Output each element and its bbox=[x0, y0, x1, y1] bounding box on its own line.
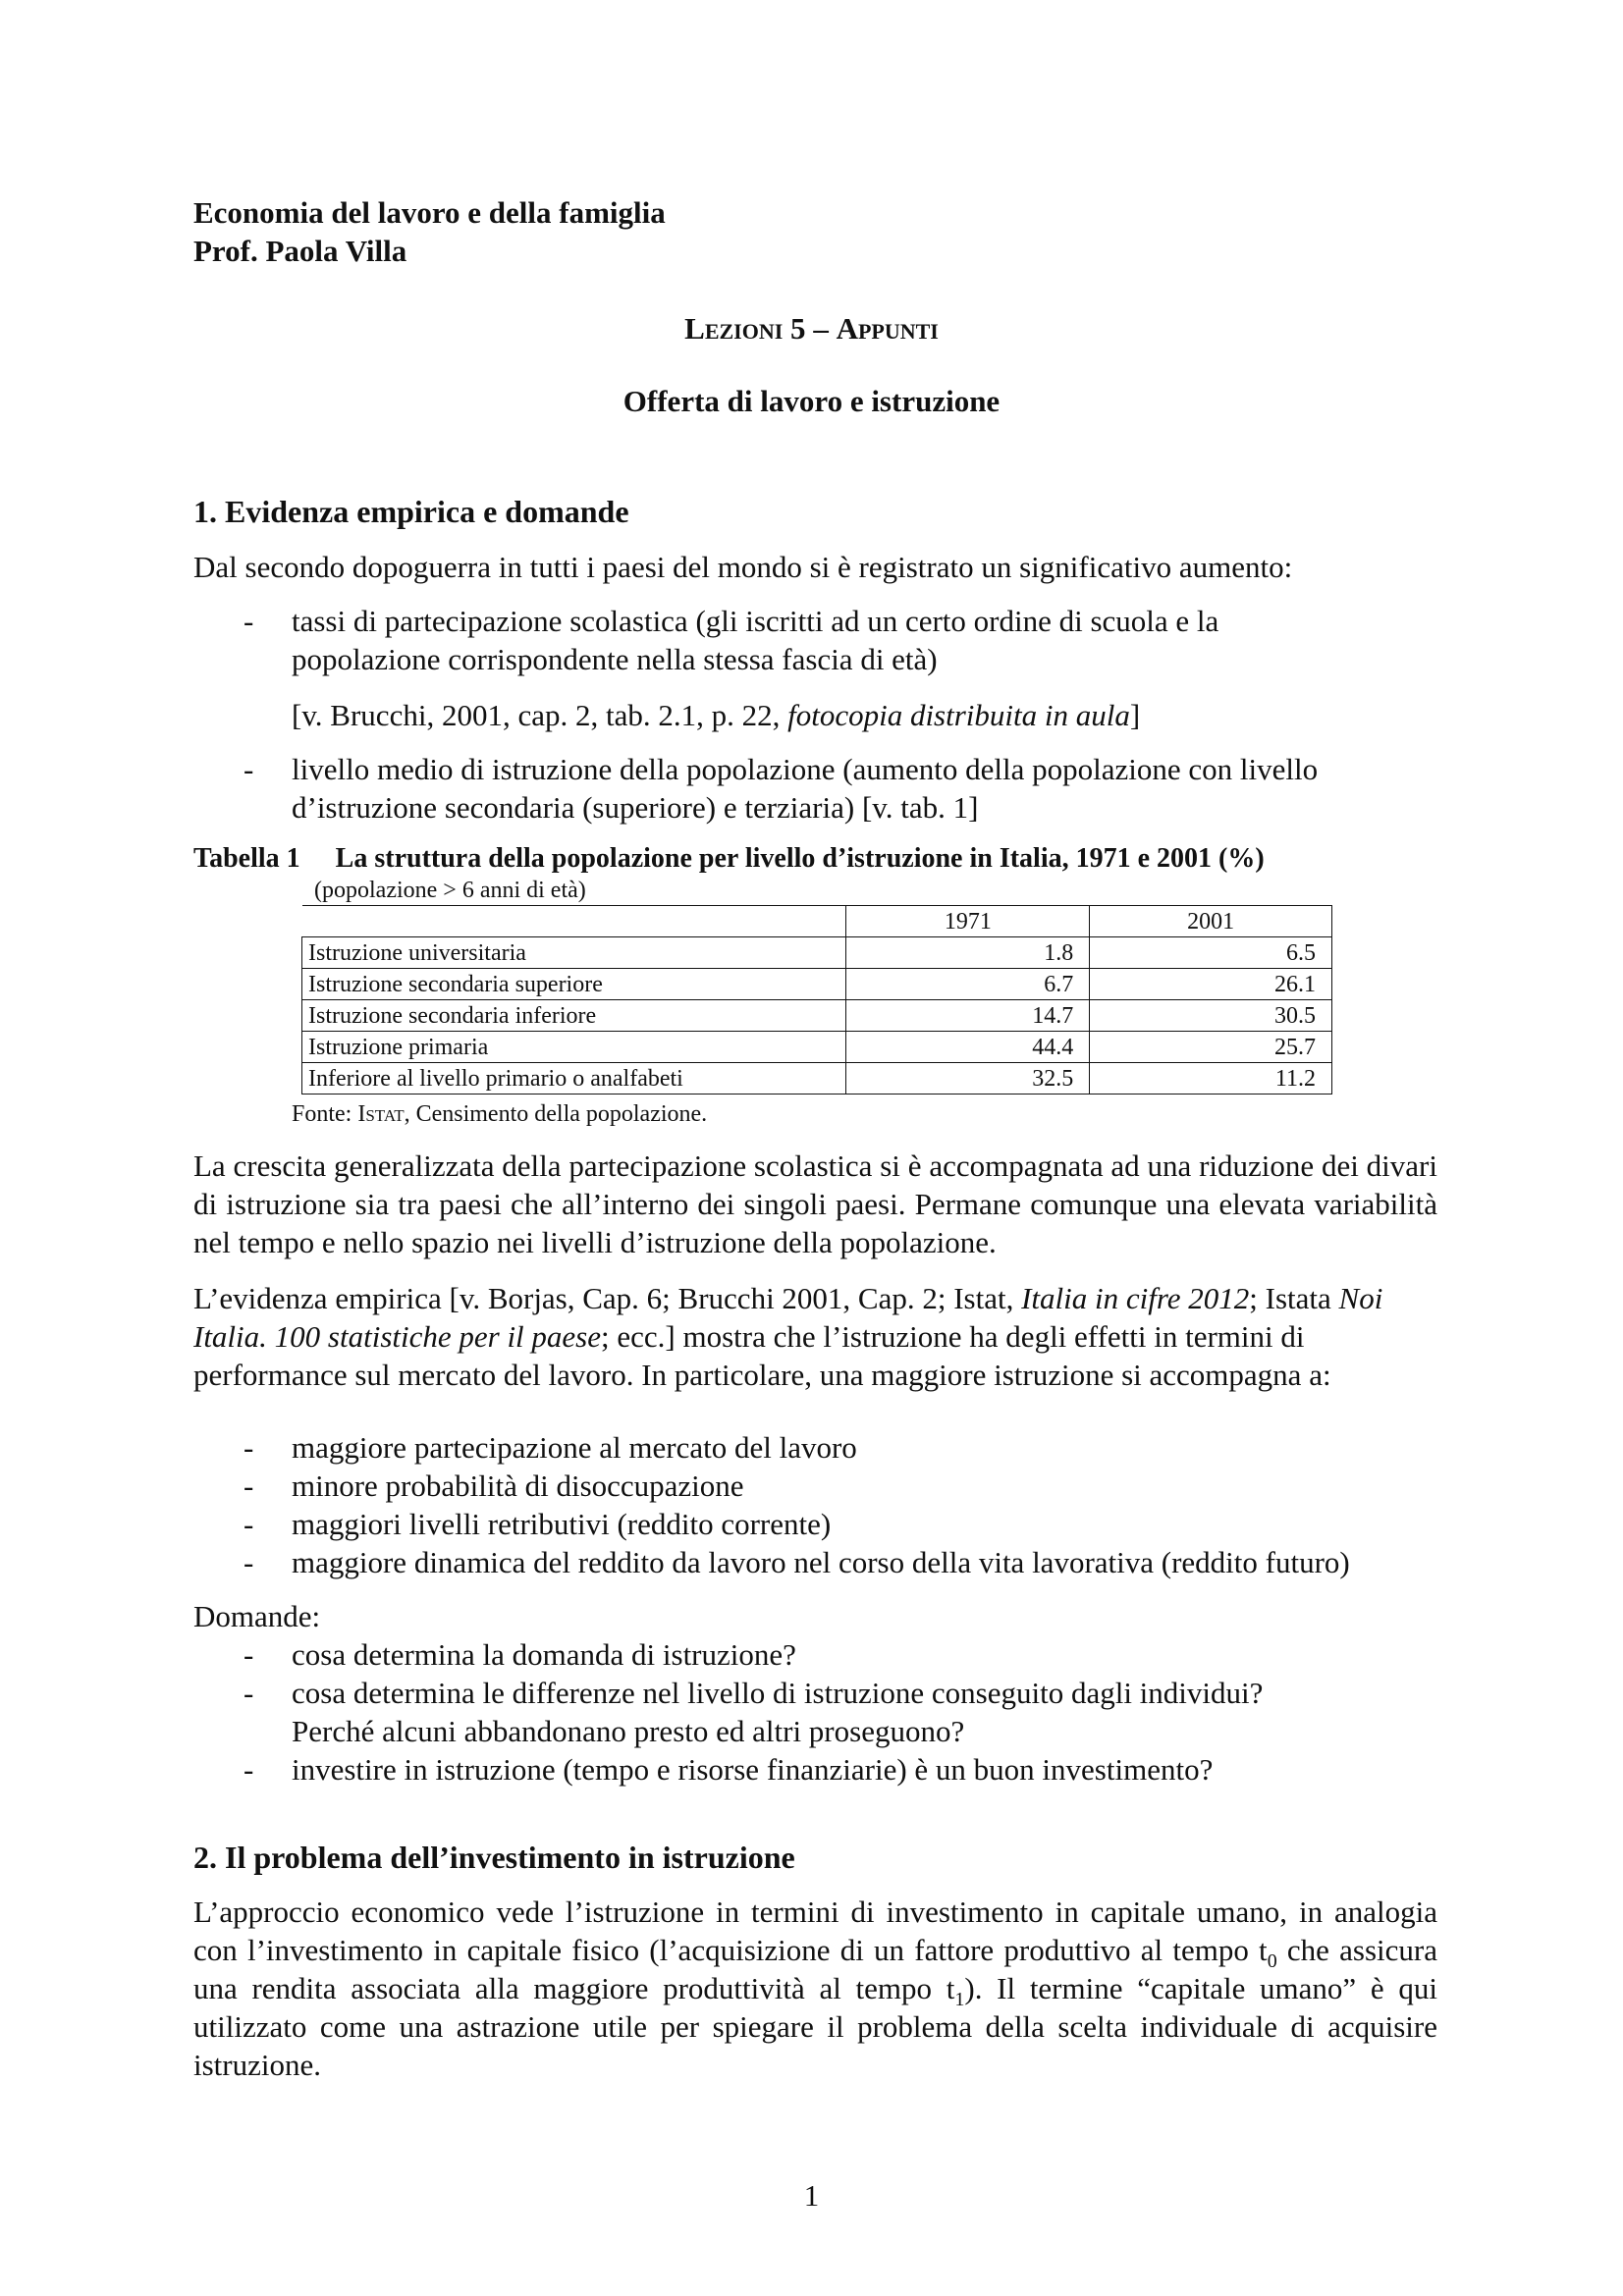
cell-1971: 14.7 bbox=[846, 1000, 1090, 1032]
row-label: Istruzione secondaria inferiore bbox=[302, 1000, 846, 1032]
row-label: Istruzione secondaria superiore bbox=[302, 969, 846, 1000]
question-item-cont: Perché alcuni abbandonano presto ed altri proseguono? bbox=[292, 1714, 965, 1748]
reference: [v. Brucchi, 2001, cap. 2, tab. 2.1, p. 22, fotocopia distribuita in aula] bbox=[292, 698, 1141, 732]
cell-2001: 6.5 bbox=[1090, 937, 1332, 969]
effect-item: minore probabilità di disoccupazione bbox=[292, 1468, 744, 1503]
cell-1971: 32.5 bbox=[846, 1063, 1090, 1095]
cell-1971: 1.8 bbox=[846, 937, 1090, 969]
lesson-dash: – bbox=[813, 311, 829, 346]
question-item: cosa determina la domanda di istruzione? bbox=[292, 1637, 796, 1672]
cell-1971: 44.4 bbox=[846, 1032, 1090, 1063]
table-header-row bbox=[302, 906, 1332, 937]
questions-label: Domande: bbox=[193, 1599, 321, 1633]
lesson-notes: Appunti bbox=[836, 311, 939, 346]
cell-2001: 30.5 bbox=[1090, 1000, 1332, 1032]
table1-title: La struttura della popolazione per livello d’istruzione in Italia, 1971 e 2001 (%) bbox=[335, 843, 1265, 874]
paragraph-evidence: L’evidenza empirica [v. Borjas, Cap. 6; Brucchi 2001, Cap. 2; Istat, Italia in cifre 2012; Istata Noi Italia. 100 statistiche per il paese; ecc.] mostra che l’istruzione ha degli effetti in termini di performance sul mercato del lavoro. In particolare, una maggiore istruzione si accompagna a: bbox=[193, 1281, 1383, 1392]
document-page: Economia del lavoro e della famiglia Prof. Paola Villa Lezioni 5 – Appunti Offerta di lavoro e istruzione 1. Evidenza empirica e domande Dal secondo dopoguerra in tutti i paesi del mondo si è registrato un significativo aumento: - tassi di partecipazione scolastica (gli iscritti ad un certo ordine di scuola e la popolazione corrispondente nella stessa fascia di età) [v. Brucchi, 2001, cap. 2, tab. 2.1, p. 22, fotocopia distribuita in aula] - livello medio di istruzione della popolazione (aumento della popolazione con livello d’istruzione secondaria (superiore) e terziaria) [v. tab. 1] Tabella 1 La struttura della popolazione per livello d’istruzione in Italia, 1971 e 2001 (%) (popolazione > 6 anni di età) 1971 2001 Istruzione universitaria 1.8 6.5 Istruzione secondaria superiore 6.7 26.1 Istruzione secondaria inferiore 14.7 30.5 Istruzione primaria 44.4 25.7 Inferiore al livello primario o analfabeti 32.5 11.2 Fonte: Istat, Censimento della popolazione. La crescita generalizzata della partecipazione scolastica si è accompagnata ad una riduzione dei divari di istruzione sia tra paesi che all’interno dei singoli paesi. Permane comunque una elevata variabilità nel tempo e nello spazio nei livelli d’istruzione della popolazione. L’evidenza empirica [v. Borjas, Cap. 6; Brucchi 2001, Cap. 2; Istat, Italia in cifre 2012; Istata Noi Italia. 100 statistiche per il paese; ecc.] mostra che l’istruzione ha degli effetti in termini di performance sul mercato del lavoro. In particolare, una maggiore istruzione si accompagna a: - maggiore partecipazione al mercato del lavoro - minore probabilità di disoccupazione - maggiori livelli retributivi (reddito corrente) - maggiore dinamica del reddito da lavoro nel corso della vita lavorativa (reddito futuro) Domande: - cosa determina la domanda di istruzione? - cosa determina le differenze nel livello di istruzione conseguito dagli individui? Perché alcuni abbandonano presto ed altri proseguono? - investire in istruzione (tempo e risorse finanziarie) è un buon investimento? 2. Il problema dell’investimento in istruzione L’approccio economico vede l’istruzione in termini di investimento in capitale umano, in analogia con l’investimento in capitale fisico (l’acquisizione di un fattore produttivo al tempo $t_0$ che assicura una rendita associata alla maggiore produttività al tempo $t_1$). Il termine “capitale umano” è qui utilizzato come una astrazione utile per spiegare il problema della scelta individuale di acquisire istruzione. 1 bbox=[0, 0, 1623, 2296]
effect-item: maggiore dinamica del reddito da lavoro nel corso della vita lavorativa (reddito futuro) bbox=[292, 1545, 1350, 1579]
table-row bbox=[302, 1032, 1332, 1063]
bullet2-line2: d’istruzione secondaria (superiore) e terziaria) [v. tab. 1] bbox=[292, 790, 979, 825]
row-label: Inferiore al livello primario o analfabeti bbox=[302, 1063, 846, 1095]
bullet1-line2: popolazione corrispondente nella stessa fascia di età) bbox=[292, 642, 938, 676]
table-header-empty bbox=[302, 906, 846, 937]
page-number: 1 bbox=[803, 2178, 820, 2213]
table-row bbox=[302, 937, 1332, 969]
table-row bbox=[302, 969, 1332, 1000]
column-header: 2001 bbox=[1090, 906, 1332, 937]
table-row bbox=[302, 1000, 1332, 1032]
row-label: Istruzione universitaria bbox=[302, 937, 846, 969]
effect-item: maggiori livelli retributivi (reddito corrente) bbox=[292, 1507, 832, 1541]
question-item: cosa determina le differenze nel livello di istruzione conseguito dagli individui? bbox=[292, 1676, 1264, 1710]
lesson-label bbox=[0, 311, 1623, 347]
course-title: Economia del lavoro e della famiglia bbox=[193, 195, 666, 230]
lesson-number: Lezioni 5 bbox=[684, 311, 806, 346]
cell-2001: 25.7 bbox=[1090, 1032, 1332, 1063]
row-label: Istruzione primaria bbox=[302, 1032, 846, 1063]
cell-2001: 26.1 bbox=[1090, 969, 1332, 1000]
table-row bbox=[302, 1063, 1332, 1095]
lesson-title: Offerta di lavoro e istruzione bbox=[622, 384, 1001, 418]
section1-heading: 1. Evidenza empirica e domande bbox=[193, 494, 629, 529]
effect-item: maggiore partecipazione al mercato del lavoro bbox=[292, 1430, 857, 1465]
table1-subcaption: (popolazione > 6 anni di età) bbox=[314, 878, 586, 903]
section2-paragraph: L’approccio economico vede l’istruzione in termini di investimento in capitale umano, in analogia con l’investimento in capitale fisico (l’acquisizione di un fattore produttivo al tempo $t_0$ che assicura una rendita associata alla maggiore produttività al tempo $t_1$). Il termine “capitale umano” è qui utilizzato come una astrazione utile per spiegare il problema della scelta individuale di acquisire istruzione. bbox=[193, 1895, 1437, 2082]
question-item: investire in istruzione (tempo e risorse finanziarie) è un buon investimento? bbox=[292, 1752, 1214, 1787]
bullet2-line1: livello medio di istruzione della popolazione (aumento della popolazione con livello bbox=[292, 752, 1319, 786]
cell-1971: 6.7 bbox=[846, 969, 1090, 1000]
section2-heading: 2. Il problema dell’investimento in istruzione bbox=[193, 1840, 795, 1875]
column-header: 1971 bbox=[846, 906, 1090, 937]
professor-name: Prof. Paola Villa bbox=[193, 234, 407, 268]
paragraph-growth: La crescita generalizzata della partecipazione scolastica si è accompagnata ad una riduzione dei divari di istruzione sia tra paesi che all’interno dei singoli paesi. Permane comunque una elevata variabilità nel tempo e nello spazio nei livelli d’istruzione della popolazione. bbox=[193, 1148, 1437, 1259]
cell-2001: 11.2 bbox=[1090, 1063, 1332, 1095]
table1 bbox=[301, 905, 1332, 1095]
section1-intro: Dal secondo dopoguerra in tutti i paesi del mondo si è registrato un significativo aumento: bbox=[193, 550, 1293, 584]
table1-caption bbox=[193, 842, 1265, 876]
bullet1-line1: tassi di partecipazione scolastica (gli iscritti ad un certo ordine di scuola e la bbox=[292, 604, 1219, 638]
table1-source: Fonte: Istat, Censimento della popolazione. bbox=[292, 1101, 708, 1127]
table1-label: Tabella 1 bbox=[193, 843, 300, 874]
